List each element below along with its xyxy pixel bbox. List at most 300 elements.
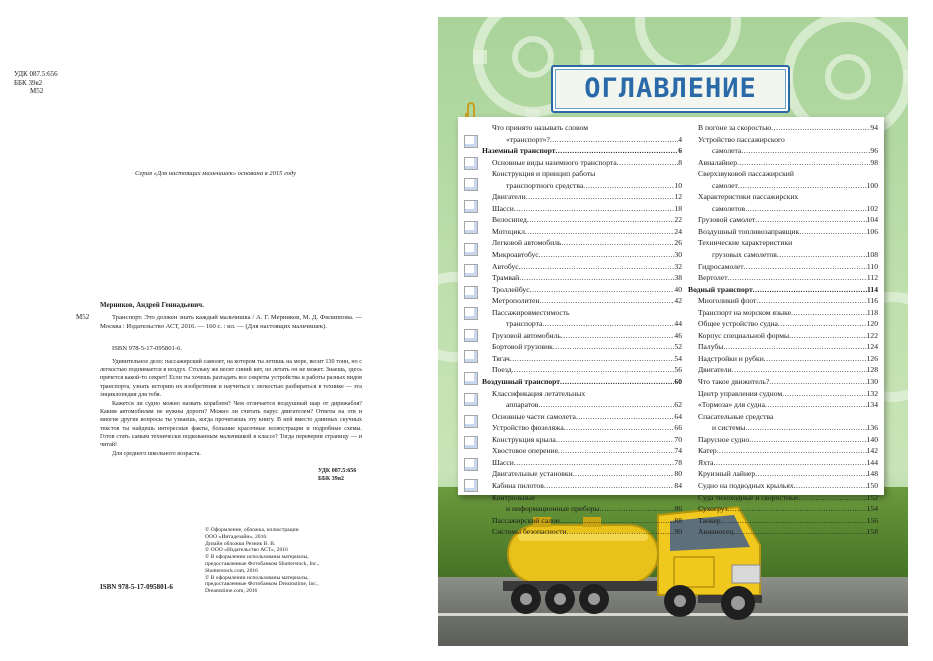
toc-dot-leader	[550, 134, 678, 146]
binder-ring-icon	[464, 200, 478, 213]
toc-dot-leader	[560, 515, 675, 527]
toc-entry[interactable]	[482, 468, 682, 480]
copyright-block	[205, 527, 370, 595]
toc-entry-title: Надстройки и рубки	[698, 353, 764, 363]
toc-page-number: 60	[674, 377, 682, 387]
toc-dot-leader	[721, 515, 867, 527]
toc-page-number: 98	[870, 157, 878, 167]
toc-entry[interactable]	[482, 422, 682, 434]
toc-entry-title: Устройство фюзеляжа	[492, 423, 564, 433]
copyright-line: ООО «Интадезайн», 2016.	[205, 533, 268, 540]
copyright-line: Dreamstime.com, 2016	[205, 588, 258, 595]
toc-entry[interactable]	[688, 492, 878, 504]
toc-dot-leader	[556, 434, 675, 446]
toc-dot-leader	[526, 191, 675, 203]
binder-ring-icon	[464, 135, 478, 148]
toc-entry-title: Микроавтобус	[492, 250, 539, 260]
toc-entry[interactable]	[688, 515, 878, 527]
contents-title-box	[551, 65, 790, 113]
toc-dot-leader	[765, 399, 867, 411]
toc-entry-title: Что такое движитель?	[698, 377, 770, 387]
toc-dot-leader	[723, 341, 866, 353]
toc-entry[interactable]	[482, 284, 682, 296]
toc-page-number: 120	[866, 319, 878, 329]
toc-dot-leader	[732, 364, 867, 376]
udk-bottom-line: УДК 087.5:656	[318, 468, 357, 474]
toc-entry[interactable]	[688, 272, 878, 284]
toc-dot-leader	[755, 214, 866, 226]
toc-page-number: 152	[866, 492, 878, 502]
toc-dot-leader	[778, 318, 867, 330]
copyright-line: Shutterstock.com, 2016	[205, 567, 258, 574]
toc-entry[interactable]	[482, 272, 682, 284]
toc-entry-title: Водный транспорт	[688, 284, 753, 294]
toc-entry[interactable]	[688, 261, 878, 273]
toc-page-number: 18	[674, 203, 682, 213]
toc-page-number: 6	[678, 146, 682, 156]
toc-entry[interactable]	[688, 434, 878, 446]
annotation	[100, 358, 362, 459]
copyright-line: © ООО «Издательство АСТ», 2016	[205, 547, 288, 554]
toc-dot-leader	[561, 330, 675, 342]
toc-dot-leader	[561, 237, 674, 249]
toc-page-number: 110	[866, 261, 878, 271]
toc-entry-title: Авианосец	[698, 527, 734, 537]
udk-top-line: УДК 087.5:656	[14, 70, 58, 78]
toc-entry[interactable]	[688, 203, 878, 215]
toc-entry[interactable]	[688, 422, 878, 434]
toc-entry[interactable]	[482, 480, 682, 492]
toc-entry[interactable]	[688, 376, 878, 388]
toc-entry[interactable]	[482, 180, 682, 192]
binder-ring-icon	[464, 264, 478, 277]
toc-entry-title: Воздушный топливозаправщик	[698, 226, 800, 236]
toc-entry[interactable]	[688, 157, 878, 169]
copyright-line: предоставленные Фотобанком Dreamstime, Inc.,	[205, 581, 319, 588]
toc-dot-leader	[794, 480, 867, 492]
toc-entry[interactable]	[688, 364, 878, 376]
toc-entry-title: Наземный транспорт	[482, 146, 556, 156]
binder-rings	[464, 117, 478, 495]
toc-page-number: 26	[674, 238, 682, 248]
binder-ring-icon	[464, 350, 478, 363]
toc-page-number: 96	[870, 146, 878, 156]
toc-page-number: 86	[674, 504, 682, 514]
toc-page-number: 4	[678, 134, 682, 144]
toc-page-number: 32	[674, 261, 682, 271]
toc-page-number: 80	[674, 469, 682, 479]
toc-dot-leader	[519, 272, 674, 284]
binder-ring-icon	[464, 393, 478, 406]
toc-page-number: 84	[674, 480, 682, 490]
toc-page-number: 102	[866, 203, 878, 213]
toc-page-number: 130	[866, 377, 878, 387]
toc-dot-leader	[514, 457, 675, 469]
toc-dot-leader	[769, 376, 866, 388]
toc-entry[interactable]	[482, 157, 682, 169]
toc-dot-leader	[512, 364, 675, 376]
toc-page-number: 154	[866, 504, 878, 514]
toc-entry-title: Основные виды наземного транспорта	[492, 157, 617, 167]
toc-dot-leader	[530, 284, 675, 296]
toc-entry[interactable]	[482, 134, 682, 146]
toc-dot-leader	[510, 353, 675, 365]
toc-entry-title: Вертолет	[698, 273, 728, 283]
copyright-line: © В оформлении использованы материалы,	[205, 554, 309, 561]
toc-entry-title: самолета	[712, 146, 742, 156]
toc-entry-title: Общее устройство судна	[698, 319, 778, 329]
toc-entry[interactable]	[482, 341, 682, 353]
udk-bottom-block	[318, 467, 356, 483]
toc-entry-title: Системы безопасности	[492, 527, 567, 537]
toc-page-number: 108	[866, 250, 878, 260]
contents-sheet	[458, 117, 884, 537]
toc-dot-leader	[799, 492, 867, 504]
toc-entry-title: В погоне за скоростью	[698, 123, 772, 132]
toc-entry-title: Основные части самолета	[492, 411, 576, 421]
toc-entry-title: транспортного средства	[506, 180, 584, 190]
toc-dot-leader	[556, 145, 679, 157]
toc-page-number: 46	[674, 330, 682, 340]
toc-page-number: 128	[866, 365, 878, 375]
series-note: Серия «Для настоящих мальчишек» основана в 2015 году	[135, 170, 297, 177]
toc-dot-leader	[789, 330, 866, 342]
toc-entry-title: «Тормоза» для судна	[698, 400, 765, 410]
toc-entry[interactable]	[688, 330, 878, 342]
toc-entry[interactable]	[482, 295, 682, 307]
toc-entry[interactable]	[482, 515, 682, 527]
toc-entry-title: Метрополитен	[492, 296, 540, 306]
annotation-paragraph: Кажется ли судно можно назвать кораблем? Чем отличается воздушный шар от дирижабля? Каким автомобилям не нужны дороги? Можно ли считать парус двигателем? Ответы на эти и многие другие вопросы ты узнаешь, когда прочитаешь эту книгу. В ней вместо длинных скучных текстов ты найдешь интересные факты, большие красочные иллюстрации и подробные схемы. Готов стать самым технически подкованным мальчишкой в классе? Тогда переверни страницу — и читай!	[100, 401, 362, 449]
toc-dot-leader	[519, 261, 675, 273]
toc-entry-title: и информационные приборы	[506, 504, 600, 514]
toc-page-number: 24	[674, 226, 682, 236]
author-heading: Мерников, Андрей Геннадьевич.	[100, 301, 204, 309]
toc-entry-first-line: Контрольные	[492, 492, 536, 502]
toc-page-number: 22	[674, 215, 682, 225]
toc-page-number: 54	[674, 353, 682, 363]
bibliographic-record	[100, 313, 362, 331]
toc-page-number: 78	[674, 457, 682, 467]
toc-dot-leader	[576, 411, 675, 423]
bbk-bottom-line: ББК 39я2	[318, 476, 345, 482]
toc-page-number: 124	[866, 342, 878, 352]
toc-dot-leader	[745, 203, 867, 215]
toc-page-number: 126	[866, 353, 878, 363]
toc-entry[interactable]	[688, 457, 878, 469]
toc-entry-title: Катер	[698, 446, 717, 456]
toc-entry-title: Автобус	[492, 261, 519, 271]
toc-dot-leader	[733, 526, 866, 538]
toc-entry[interactable]	[482, 330, 682, 342]
bbk-top-line: ББК 39я2	[14, 78, 43, 87]
contents-page	[438, 17, 908, 646]
toc-entry[interactable]	[688, 318, 878, 330]
toc-entry[interactable]	[688, 468, 878, 480]
toc-entry-title: Яхта	[698, 457, 714, 467]
toc-dot-leader	[600, 503, 675, 515]
toc-dot-leader	[558, 445, 674, 457]
contents-title: ОГЛАВЛЕНИЕ	[584, 73, 757, 104]
toc-page-number: 56	[674, 365, 682, 375]
toc-entry-title: Авиалайнер	[698, 157, 738, 167]
toc-entry[interactable]	[482, 353, 682, 365]
binder-ring-icon	[464, 329, 478, 342]
annotation-paragraph: Для среднего школьного возраста.	[112, 451, 201, 458]
toc-entry-title: Парусное судно	[698, 434, 750, 444]
toc-entry-title: грузовых самолетов	[712, 250, 777, 260]
copyright-line: © Оформление, обложка, иллюстрации	[205, 527, 299, 533]
copyright-line: © В оформлении использованы материалы,	[205, 574, 309, 581]
toc-entry-title: Многоликий флот	[698, 296, 757, 306]
toc-dot-leader	[749, 434, 866, 446]
toc-entry[interactable]	[482, 261, 682, 273]
toc-entry-title: аппаратов	[506, 400, 539, 410]
toc-column-left	[482, 122, 682, 538]
toc-page-number: 106	[866, 226, 878, 236]
toc-dot-leader	[564, 422, 675, 434]
toc-dot-leader	[728, 503, 867, 515]
toc-entry[interactable]	[688, 503, 878, 515]
toc-entry-title: Двигатели	[698, 365, 732, 375]
toc-entry-title: Пассажирский салон	[492, 515, 560, 525]
toc-entry-title: Хвостовое оперение	[492, 446, 558, 456]
toc-entry[interactable]	[688, 226, 878, 238]
toc-dot-leader	[745, 422, 866, 434]
toc-entry-title: Поезд	[492, 365, 512, 375]
toc-page-number: 140	[866, 434, 878, 444]
toc-page-number: 118	[866, 307, 878, 317]
binder-ring-icon	[464, 415, 478, 428]
toc-page-number: 116	[866, 296, 878, 306]
toc-page-number: 156	[866, 515, 878, 525]
toc-entry-title: Гидросамолет	[698, 261, 744, 271]
toc-entry[interactable]	[688, 480, 878, 492]
toc-dot-leader	[756, 295, 867, 307]
toc-page-number: 62	[674, 400, 682, 410]
toc-dot-leader	[583, 180, 674, 192]
toc-page-number: 70	[674, 434, 682, 444]
toc-entry-title: Тягач	[492, 353, 510, 363]
toc-dot-leader	[799, 226, 866, 238]
toc-entry-title: Суда тихоходные и скоростные	[698, 492, 799, 502]
udk-top-block	[14, 70, 58, 96]
toc-entry[interactable]	[688, 180, 878, 192]
toc-page-number: 42	[674, 296, 682, 306]
toc-entry-first-line: Что принято называть словом	[492, 123, 589, 132]
toc-dot-leader	[573, 468, 675, 480]
toc-page-number: 148	[866, 469, 878, 479]
binder-ring-icon	[464, 479, 478, 492]
toc-entry-title: Легковой автомобиль	[492, 238, 562, 248]
toc-entry[interactable]	[688, 526, 878, 538]
toc-page-number: 90	[674, 527, 682, 537]
toc-entry-title: Трамвай	[492, 273, 520, 283]
toc-dot-leader	[717, 445, 867, 457]
toc-entry-title: Грузовой самолет	[698, 215, 756, 225]
toc-dot-leader	[771, 122, 870, 134]
toc-entry-title: Палубы	[698, 342, 724, 352]
toc-entry-title: самолет	[712, 180, 738, 190]
toc-entry-title: Кабина пилотов	[492, 480, 544, 490]
toc-entry[interactable]	[688, 145, 878, 157]
toc-entry[interactable]	[688, 399, 878, 411]
toc-dot-leader	[544, 480, 675, 492]
toc-page-number: 104	[866, 215, 878, 225]
toc-entry[interactable]	[482, 445, 682, 457]
toc-dot-leader	[514, 203, 675, 215]
toc-entry[interactable]	[482, 457, 682, 469]
toc-page-number: 144	[866, 457, 878, 467]
toc-entry[interactable]	[482, 203, 682, 215]
toc-page-number: 40	[674, 284, 682, 294]
binder-ring-icon	[464, 243, 478, 256]
binder-ring-icon	[464, 458, 478, 471]
toc-dot-leader	[538, 399, 674, 411]
toc-dot-leader	[777, 249, 867, 261]
toc-dot-leader	[728, 272, 867, 284]
toc-entry[interactable]	[482, 503, 682, 515]
toc-entry[interactable]	[688, 388, 878, 400]
toc-dot-leader	[741, 145, 870, 157]
toc-entry[interactable]	[688, 122, 878, 134]
toc-column-right	[688, 122, 878, 538]
toc-entry-title: Корпус специальной формы	[698, 330, 790, 340]
catalog-mark: М52	[76, 313, 90, 321]
toc-page-number: 100	[866, 180, 878, 190]
toc-dot-leader	[525, 226, 675, 238]
toc-dot-leader	[617, 157, 679, 169]
toc-dot-leader	[755, 468, 866, 480]
toc-dot-leader	[782, 388, 866, 400]
toc-entry-title: Транспорт на морском языке	[698, 307, 791, 317]
isbn-line: ISBN 978-5-17-095801-6.	[112, 345, 182, 352]
author-mark-top: М52	[30, 87, 44, 95]
toc-entry-title: Сухогруз	[698, 504, 728, 514]
toc-page-number: 136	[866, 423, 878, 433]
toc-page-number: 10	[674, 180, 682, 190]
toc-entry-first-line: Сверхзвуковой пассажирский	[698, 169, 794, 179]
binder-ring-icon	[464, 221, 478, 234]
toc-entry-first-line: Устройство пассажирского	[698, 134, 785, 144]
toc-dot-leader	[738, 180, 867, 192]
toc-entry[interactable]	[482, 237, 682, 249]
toc-entry-first-line: Конструкция и принцип работы	[492, 169, 596, 179]
toc-entry[interactable]	[688, 307, 878, 319]
toc-dot-leader	[753, 284, 867, 296]
copyright-line: предоставленные Фотобанком Shutterstock, Inc.,	[205, 560, 320, 567]
toc-dot-leader	[764, 353, 867, 365]
toc-page-number: 52	[674, 342, 682, 352]
toc-entry-first-line: Спасательные средства	[698, 411, 774, 421]
toc-entry-title: Воздушный транспорт	[482, 377, 561, 387]
toc-entry[interactable]	[482, 434, 682, 446]
toc-entry-title: Конструкция крыла	[492, 434, 556, 444]
toc-entry-first-line: Классификация летательных	[492, 388, 586, 398]
toc-entry-first-line: Характеристики пассажирских	[698, 192, 799, 202]
toc-dot-leader	[744, 261, 867, 273]
toc-dot-leader	[560, 376, 674, 388]
toc-section-heading[interactable]	[482, 145, 682, 157]
toc-entry-title: Круизный лайнер	[698, 469, 756, 479]
isbn-bottom: ISBN 978-5-17-095801-6	[100, 583, 173, 591]
toc-entry[interactable]	[482, 318, 682, 330]
toc-page-number: 158	[866, 527, 878, 537]
toc-dot-leader	[553, 341, 675, 353]
toc-entry[interactable]	[688, 295, 878, 307]
toc-entry-title: Двигательные установки	[492, 469, 573, 479]
toc-dot-leader	[539, 295, 674, 307]
toc-entry[interactable]	[482, 364, 682, 376]
toc-entry-title: «транспорт»?	[506, 134, 550, 144]
toc-entry-first-line: Пассажировместимость	[492, 307, 570, 317]
toc-dot-leader	[713, 457, 866, 469]
toc-entry-title: Мотоцикл	[492, 226, 525, 236]
binder-ring-icon	[464, 307, 478, 320]
toc-section-heading[interactable]	[688, 284, 878, 296]
toc-dot-leader	[527, 214, 675, 226]
toc-dot-leader	[542, 318, 674, 330]
toc-entry[interactable]	[688, 445, 878, 457]
toc-entry[interactable]	[482, 526, 682, 538]
toc-entry-title: транспорта	[506, 319, 543, 329]
binder-ring-icon	[464, 157, 478, 170]
annotation-paragraph: Удивительное дело: пассажирский самолет, на котором ты летишь на море, весит 130 тонн, но с легкостью поднимается в воздух. Стольку же весит синий кит, но летать он не может. Знаешь, здесь прячется какой-то секрет! Если ты хочешь разгадать все секреты устройства и работы разных видов транспорта, узнать историю их изобретения и научиться с легкостью разбираться в технике — эта энциклопедия для тебя.	[100, 359, 362, 398]
toc-entry[interactable]	[482, 399, 682, 411]
toc-page-number: 12	[674, 192, 682, 202]
toc-entry-title: Троллейбус	[492, 284, 530, 294]
toc-page-number: 64	[674, 411, 682, 421]
copyright-line: Дизайн обложки Резник В. В.	[205, 540, 276, 547]
toc-section-heading[interactable]	[482, 376, 682, 388]
toc-page-number: 94	[870, 123, 878, 132]
toc-entry-first-line: Технические характеристики	[698, 238, 793, 248]
toc-page-number: 74	[674, 446, 682, 456]
toc-page-number: 66	[674, 423, 682, 433]
toc-page-number: 114	[867, 284, 878, 294]
toc-page-number: 150	[866, 480, 878, 490]
toc-page-number: 88	[674, 515, 682, 525]
toc-entry[interactable]	[688, 341, 878, 353]
imprint-page	[0, 0, 430, 661]
toc-dot-leader	[737, 157, 870, 169]
toc-page-number: 8	[678, 157, 682, 167]
toc-entry[interactable]	[482, 191, 682, 203]
toc-entry[interactable]	[482, 226, 682, 238]
toc-entry[interactable]	[688, 249, 878, 261]
bib-record-text: Транспорт. Это должен знать каждый мальчишка / А. Г. Мерников, М. Д. Филиппова. — Москва : Издательство АСТ, 2016. — 160 с. : ил. — (Для настоящих мальчишек).	[100, 314, 362, 330]
toc-entry[interactable]	[688, 353, 878, 365]
toc-page-number: 44	[674, 319, 682, 329]
toc-entry[interactable]	[482, 214, 682, 226]
toc-page-number: 142	[866, 446, 878, 456]
binder-ring-icon	[464, 178, 478, 191]
toc-page-number: 38	[674, 273, 682, 283]
toc-entry-title: Танкер	[698, 515, 721, 525]
toc-page-number: 134	[866, 400, 878, 410]
toc-dot-leader	[567, 526, 675, 538]
toc-entry-title: и системы	[712, 423, 746, 433]
toc-page-number: 122	[866, 330, 878, 340]
toc-entry[interactable]	[482, 411, 682, 423]
toc-entry[interactable]	[688, 214, 878, 226]
toc-entry-title: самолетов	[712, 203, 746, 213]
toc-entry-title: Бортовой грузовик	[492, 342, 553, 352]
toc-entry-title: Двигатели	[492, 192, 526, 202]
toc-page-number: 112	[866, 273, 878, 283]
binder-ring-icon	[464, 286, 478, 299]
toc-entry[interactable]	[482, 249, 682, 261]
